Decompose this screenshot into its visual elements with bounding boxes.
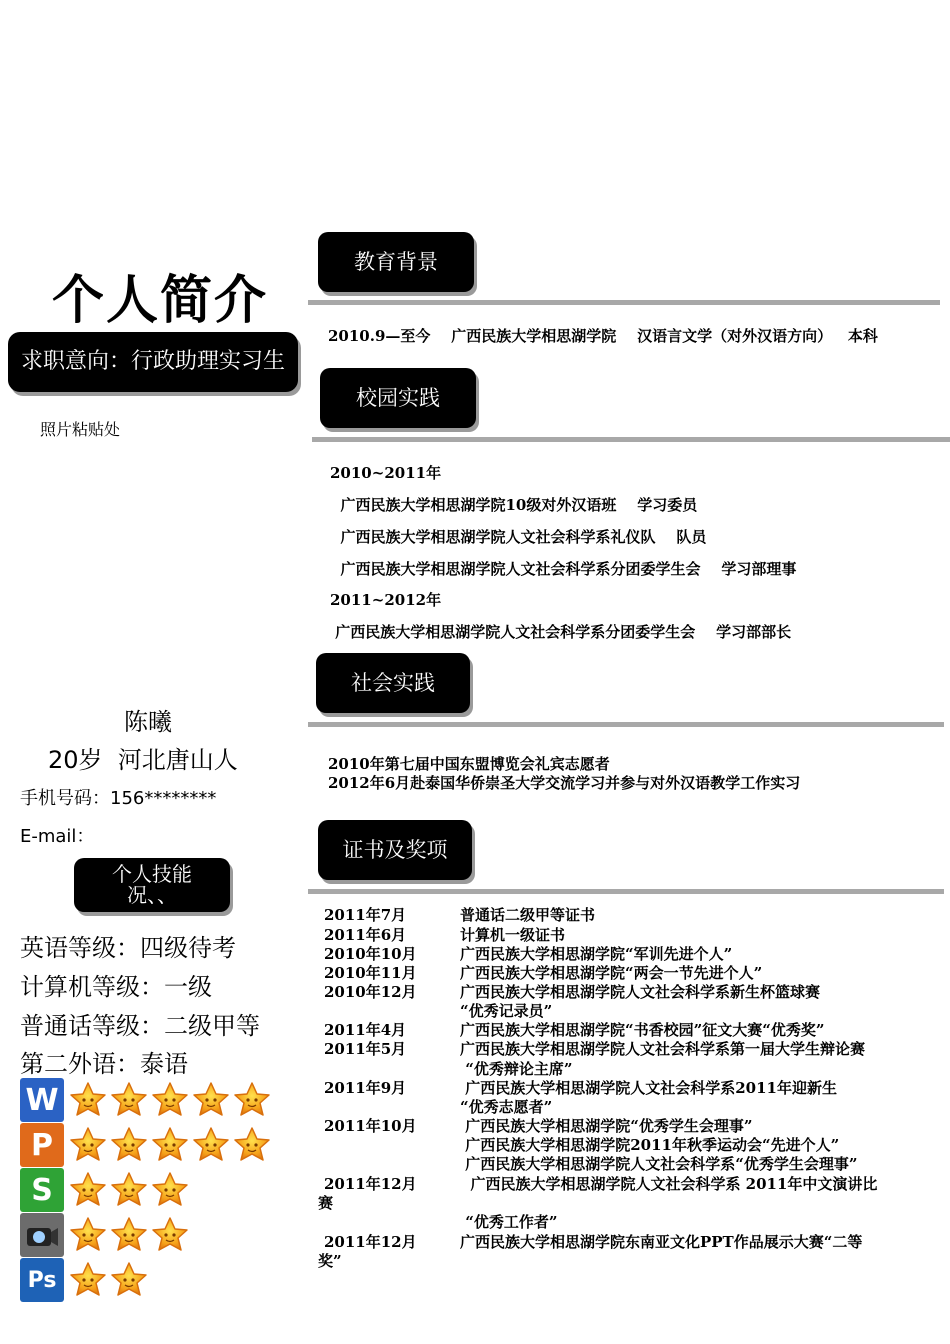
education-title: 教育背景 — [354, 249, 438, 274]
skill-english: 英语等级：四级待考 — [20, 934, 236, 962]
star-icon — [68, 1080, 108, 1120]
camera-icon — [20, 1213, 64, 1257]
award-date: 2011年5月 — [324, 1040, 407, 1058]
awards-divider — [308, 889, 944, 894]
star-icon — [68, 1125, 108, 1165]
education-divider — [308, 300, 940, 305]
award-date: 2011年9月 — [324, 1079, 407, 1097]
campus-line: 2011~2012年 — [330, 591, 442, 609]
award-date: 2011年10月 — [324, 1117, 417, 1135]
star-icon — [109, 1215, 149, 1255]
campus-line: 广西民族大学相思湖学院人文社会科学系分团委学生会 学习部理事 — [330, 560, 797, 578]
education-line: 2010.9—至今 广西民族大学相思湖学院 汉语言文学（对外汉语方向） 本科 — [328, 327, 878, 345]
social-divider — [308, 722, 944, 727]
social-line: 2012年6月赴泰国华侨崇圣大学交流学习并参与对外汉语教学工作实习 — [328, 774, 801, 792]
campus-divider — [312, 437, 950, 442]
profile-age-origin: 20岁 河北唐山人 — [48, 746, 238, 774]
rating-stars — [68, 1125, 273, 1165]
photo-placeholder: 照片粘贴处 — [40, 420, 121, 439]
campus-title: 校园实践 — [356, 385, 440, 410]
star-icon — [150, 1215, 190, 1255]
campus-line: 2010~2011年 — [330, 464, 442, 482]
award-date: 2011年12月 — [324, 1175, 417, 1193]
social-header — [316, 653, 470, 713]
award-text: 广西民族大学相思湖学院东南亚文化PPT作品展示大赛“二等 — [460, 1233, 863, 1251]
campus-line: 广西民族大学相思湖学院人文社会科学系分团委学生会 学习部部长 — [330, 623, 792, 641]
award-text: 广西民族大学相思湖学院人文社会科学系2011年迎新生 — [460, 1079, 837, 1097]
award-date: 2010年10月 — [324, 945, 417, 963]
award-date: 2011年4月 — [324, 1021, 407, 1039]
star-icon — [150, 1170, 190, 1210]
rating-stars — [68, 1080, 273, 1120]
star-icon — [109, 1080, 149, 1120]
award-text: 广西民族大学相思湖学院人文社会科学系 2011年中文演讲比 — [460, 1175, 878, 1193]
award-text: 广西民族大学相思湖学院“书香校园”征文大赛“优秀奖” — [460, 1021, 825, 1039]
skill-computer: 计算机等级：一级 — [20, 973, 212, 1001]
star-icon — [109, 1260, 149, 1300]
word-icon: W — [20, 1078, 64, 1122]
star-icon — [68, 1215, 108, 1255]
award-text: 普通话二级甲等证书 — [460, 906, 596, 924]
star-icon — [68, 1260, 108, 1300]
award-text: “优秀辩论主席” — [460, 1060, 573, 1078]
campus-line: 广西民族大学相思湖学院人文社会科学系礼仪队 队员 — [330, 528, 707, 546]
social-title: 社会实践 — [351, 670, 435, 695]
page-title: 个人简介 — [52, 271, 269, 331]
award-text: 广西民族大学相思湖学院“优秀学生会理事” — [460, 1117, 753, 1135]
rating-stars — [68, 1260, 150, 1300]
award-text: 广西民族大学相思湖学院“军训先进个人” — [460, 945, 733, 963]
star-icon — [68, 1170, 108, 1210]
star-icon — [191, 1125, 231, 1165]
job-intent-banner — [8, 332, 298, 392]
award-text: “优秀志愿者” — [460, 1098, 553, 1116]
skills-section-title: 个人技能况、、 — [112, 862, 192, 907]
education-header — [318, 232, 474, 292]
profile-email: E-mail： — [20, 826, 95, 847]
job-intent-text: 求职意向：行政助理实习生 — [20, 349, 285, 375]
award-date: 2011年12月 — [324, 1233, 417, 1251]
rating-stars — [68, 1215, 191, 1255]
award-date: 赛 — [318, 1194, 334, 1212]
skill-mandarin: 普通话等级：二级甲等 — [20, 1012, 260, 1040]
awards-title: 证书及奖项 — [342, 837, 448, 862]
powerpoint-icon: P — [20, 1123, 64, 1167]
star-icon — [150, 1125, 190, 1165]
award-date: 2011年7月 — [324, 906, 407, 924]
campus-line: 广西民族大学相思湖学院10级对外汉语班 学习委员 — [330, 496, 698, 514]
campus-header — [320, 368, 476, 428]
award-text: “优秀工作者” — [460, 1213, 558, 1231]
sogou-icon: S — [20, 1168, 64, 1212]
award-date: 奖” — [318, 1252, 342, 1270]
star-icon — [109, 1125, 149, 1165]
star-icon — [232, 1125, 272, 1165]
profile-phone: 手机号码：156******** — [20, 788, 217, 809]
award-text: 广西民族大学相思湖学院2011年秋季运动会“先进个人” — [460, 1136, 840, 1154]
award-text: “优秀记录员” — [460, 1002, 553, 1020]
profile-name: 陈曦 — [124, 708, 172, 736]
skill-second-language: 第二外语：泰语 — [20, 1050, 188, 1078]
award-text: 广西民族大学相思湖学院人文社会科学系新生杯篮球赛 — [460, 983, 821, 1001]
star-icon — [109, 1170, 149, 1210]
award-date: 2010年12月 — [324, 983, 417, 1001]
skills-section-header — [74, 858, 230, 912]
award-text: 广西民族大学相思湖学院人文社会科学系第一届大学生辩论赛 — [460, 1040, 866, 1058]
star-icon — [150, 1080, 190, 1120]
award-text: 计算机一级证书 — [460, 926, 566, 944]
award-text: 广西民族大学相思湖学院人文社会科学系“优秀学生会理事” — [460, 1155, 858, 1173]
award-text: 广西民族大学相思湖学院“两会一节先进个人” — [460, 964, 763, 982]
social-line: 2010年第七届中国东盟博览会礼宾志愿者 — [328, 755, 610, 773]
star-icon — [232, 1080, 272, 1120]
star-icon — [191, 1080, 231, 1120]
award-date: 2011年6月 — [324, 926, 407, 944]
photoshop-icon: Ps — [20, 1258, 64, 1302]
award-date: 2010年11月 — [324, 964, 417, 982]
rating-stars — [68, 1170, 191, 1210]
awards-header — [318, 820, 472, 880]
